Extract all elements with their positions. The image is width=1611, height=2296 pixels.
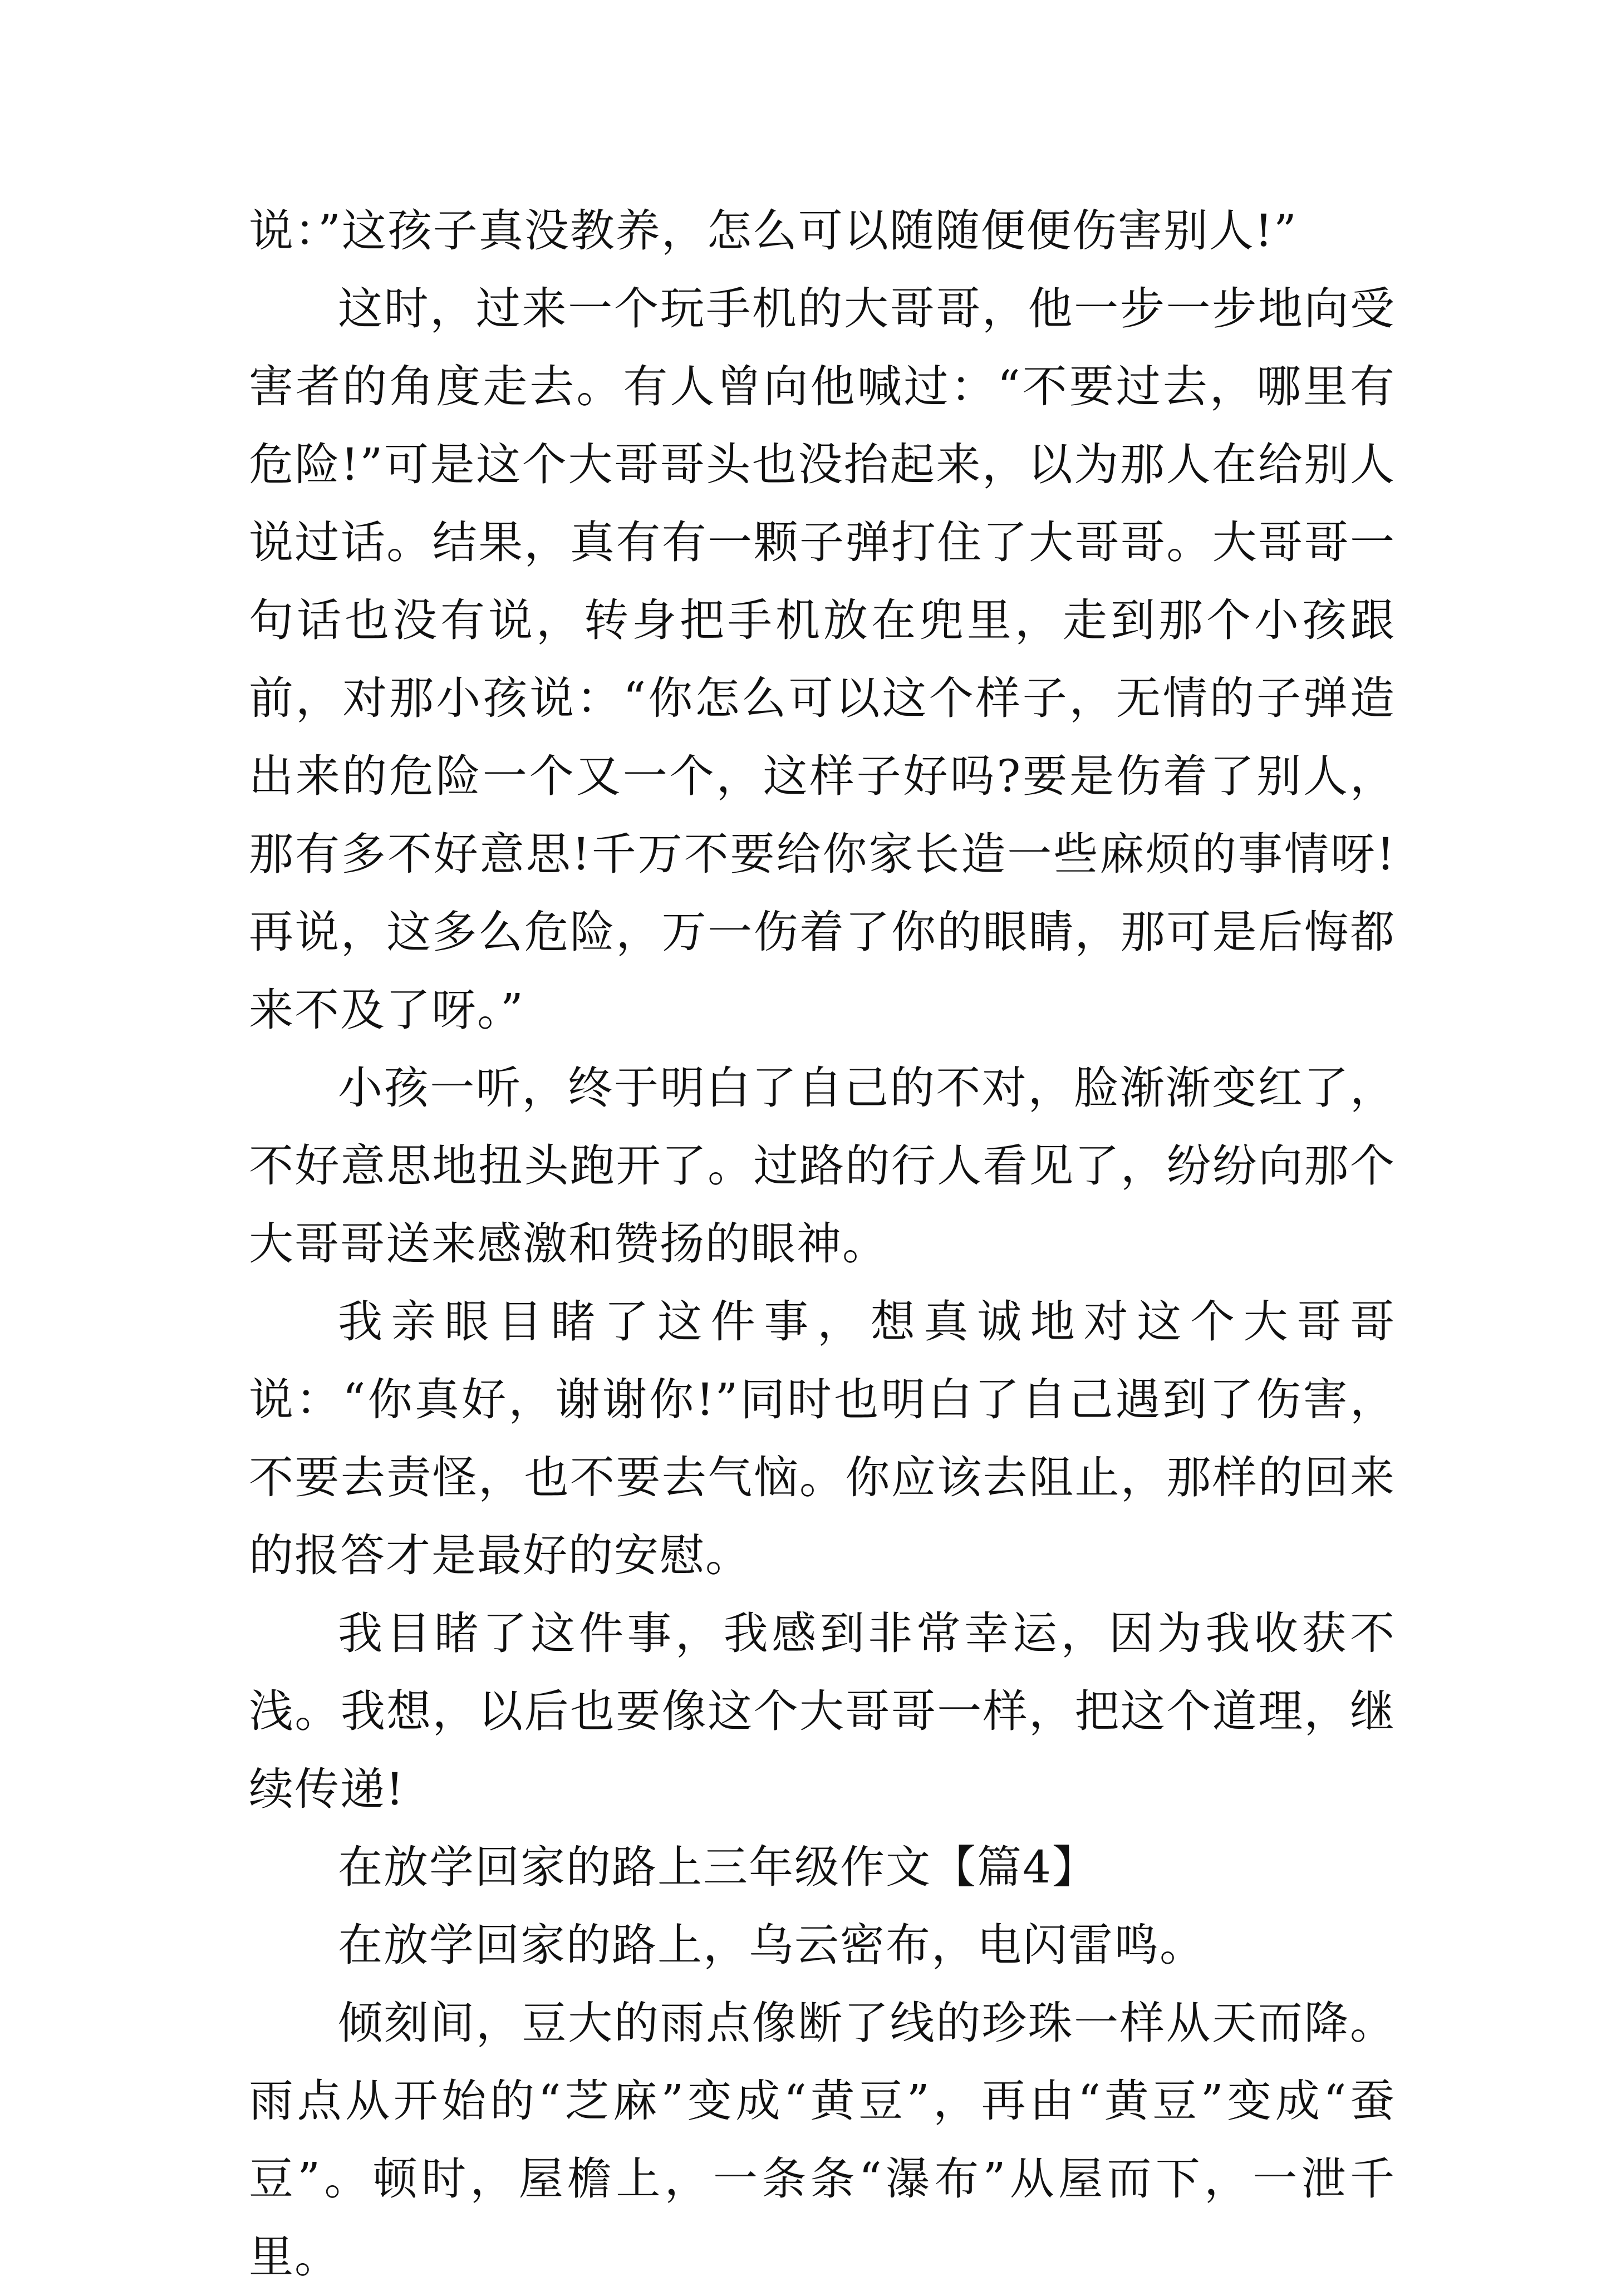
paragraph-reflection: 我目睹了这件事，我感到非常幸运，因为我收获不浅。我想，以后也要像这个大哥哥一样，把这个道理，继续传递! [249, 1607, 1396, 1815]
paragraph-big-brother: 这时，过来一个玩手机的大哥哥，他一步一步地向受害者的角度走去。有人曾向他喊过：“不要过去，哪里有危险!”可是这个大哥哥头也没抬起来，以为那人在给别人说过话。结果，真有有一颗子弹打住了大哥哥。大哥哥一句话也没有说，转身把手机放在兜里，走到那个小孩跟前，对那小孩说：“你怎么可以这个样子，无情的子弹造出来的危险一个又一个，这样子好吗?要是伤着了别人，那有多不好意思!千万不要给你家长造一些麻烦的事情呀!再说，这多么危险，万一伤着了你的眼睛，那可是后悔都来不及了呀。” [249, 283, 1396, 1036]
paragraph-continuation: 说：”这孩子真没教养，怎么可以随随便便伤害别人!” [249, 205, 1298, 257]
section-heading: 在放学回家的路上三年级作文【篇4】 [338, 1841, 1098, 1893]
essay-body [249, 192, 1396, 2296]
paragraph-storm: 在放学回家的路上，乌云密布，电闪雷鸣。 [338, 1919, 1205, 1971]
paragraph-child-leaves: 小孩一听，终于明白了自己的不对，脸渐渐变红了，不好意思地扭头跑开了。过路的行人看见了，纷纷向那个大哥哥送来感激和赞扬的眼神。 [249, 1062, 1396, 1270]
paragraph-witness: 我亲眼目睹了这件事，想真诚地对这个大哥哥说：“你真好，谢谢你!”同时也明白了自己遇到了伤害，不要去责怪，也不要去气恼。你应该去阻止，那样的回来的报答才是最好的安慰。 [249, 1296, 1396, 1581]
paragraph-rain: 倾刻间，豆大的雨点像断了线的珍珠一样从天而降。雨点从开始的“芝麻”变成“黄豆”，再由“黄豆”变成“蚕豆”。顿时，屋檐上，一条条“瀑布”从屋而下，一泄千里。 [249, 1997, 1396, 2283]
